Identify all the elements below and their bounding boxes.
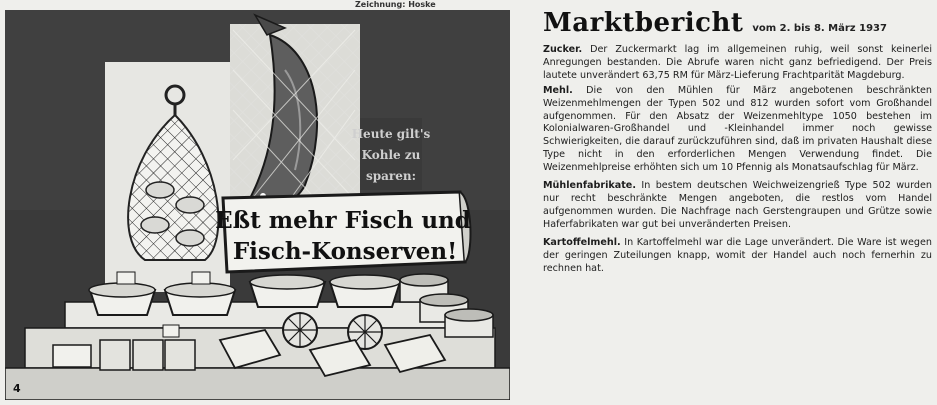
net-bag-panel	[105, 62, 230, 292]
section-lead: Mühlenfabrikate.	[543, 180, 636, 192]
shop-window-illustration	[5, 10, 510, 400]
section-text: In Kartoffelmehl war die Lage unverändert. Die Ware ist wegen der geringen Zuteilungen knapp, womit der Handel auch noch fernerhin zu rechnen hat.	[543, 236, 932, 274]
banner-line-2: Fisch-Konserven!	[232, 238, 458, 265]
section-kartoffelmehl	[543, 237, 932, 276]
section-lead: Kartoffelmehl.	[543, 236, 621, 248]
section-text: Der Zuckermarkt lag im allgemeinen ruhig, weil sonst keinerlei Anregungen bestanden. Die Abrufe waren nicht ganz befriedigend. Der Preis lautete unverändert 63,75 RM für März-Lieferung Frachtparität Magdeburg.	[543, 44, 932, 81]
section-zucker	[543, 44, 932, 83]
article-heading	[543, 8, 932, 38]
market-report-article	[543, 8, 932, 275]
section-lead: Mehl.	[543, 84, 573, 96]
banner-line-1: Eßt mehr Fisch und	[215, 207, 471, 234]
section-lead: Zucker.	[543, 44, 583, 55]
article-title: Marktbericht	[543, 8, 744, 38]
section-muehlenfabrikate	[543, 180, 932, 232]
sign-line-2: Kohle zu	[361, 148, 421, 162]
sign-line-1: Heute gilt's	[351, 127, 431, 141]
section-mehl	[543, 85, 932, 175]
sign-line-3: sparen:	[365, 169, 417, 183]
section-text: Die von den Mühlen für März angebotenen beschränkten Weizenmehlmengen der Typen 502 und 812 wurden sofort vom Großhandel aufgenommen. Für den Absatz der Weizenmehltype 1050 bestehen im Kolonialwaren-Großhandel und -Kleinhandel immer noch gewisse Schwierigkeiten, die darauf zurückzuführen sind, daß im privaten Haushalt diese Type nicht in den erforderlichen Mengen Verwendung findet. Die Weizenmehlpreise erhöhten sich um 10 Pfennig als Monatsaufschlag für März.	[543, 84, 932, 174]
illustration-credit: Zeichnung: Hoske	[355, 0, 436, 9]
section-text: In bestem deutschen Weichweizengrieß Type 502 wurden nur recht beschränkte Mengen angeboten, die restlos vom Handel aufgenommen wurden. Die Nachfrage nach Gerstengraupen und Grütze sowie Haferfabrikaten war gut bei unveränderten Preisen.	[543, 180, 932, 230]
article-date: vom 2. bis 8. März 1937	[752, 23, 887, 34]
corner-mark: 4	[13, 382, 21, 395]
slogan-banner	[215, 192, 471, 272]
window-sign	[352, 118, 431, 190]
